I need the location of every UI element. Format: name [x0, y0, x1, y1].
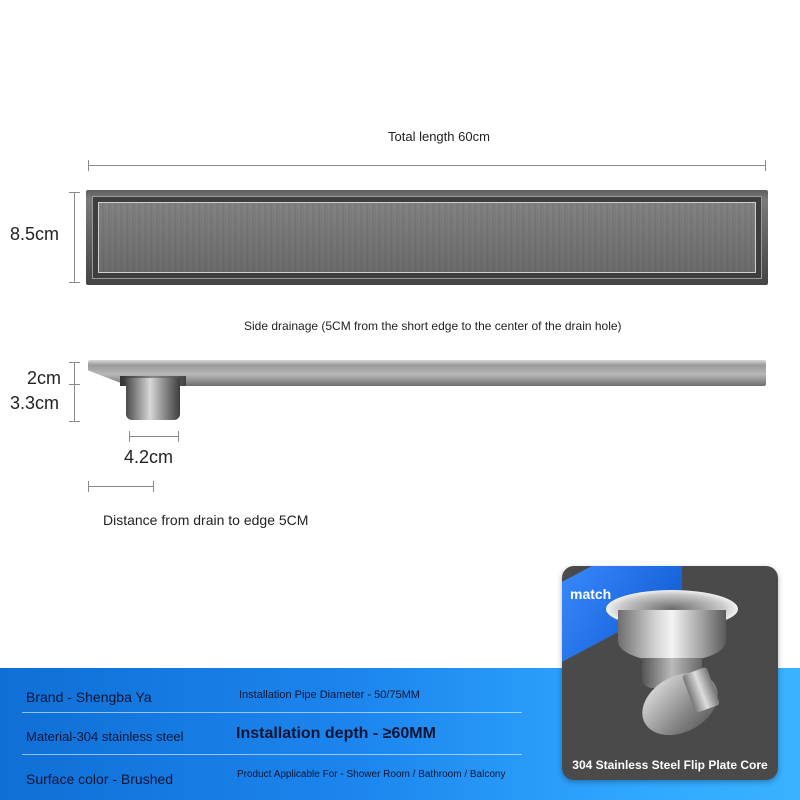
drain-pipe: [126, 378, 180, 420]
pipe-depth-label: 3.3cm: [10, 393, 60, 413]
spec-pipe-diameter: Installation Pipe Diameter - 50/75MM: [239, 689, 420, 701]
core-body: [618, 610, 726, 662]
pipe-diameter-line: [129, 436, 179, 437]
pipe-diameter-tick-right: [178, 431, 179, 442]
height-tick-bottom: [69, 282, 80, 283]
total-length-line: [88, 165, 766, 166]
match-badge: match: [570, 586, 612, 602]
match-card: [562, 566, 778, 780]
edge-distance-tick-right: [153, 481, 154, 492]
spec-applicable: Product Applicable For - Shower Room / Bathroom / Balcony: [237, 769, 506, 780]
spec-brand: Brand - Shengba Ya: [26, 689, 152, 705]
edge-distance-label: Distance from drain to edge 5CM: [103, 512, 309, 528]
drain-side-view: [88, 360, 766, 386]
edge-distance-tick-left: [88, 481, 89, 492]
spec-divider-2: [22, 754, 522, 755]
thickness-label: 2cm: [27, 368, 62, 388]
spec-material: Material-304 stainless steel: [26, 729, 184, 744]
total-length-label: Total length 60cm: [388, 129, 490, 144]
drain-top-view: [86, 190, 768, 285]
thickness-tick-top: [69, 362, 80, 363]
pipe-diameter-tick-left: [129, 431, 130, 442]
drain-brushed-cover: [98, 202, 756, 273]
thickness-tick-mid: [69, 384, 80, 385]
height-line: [74, 192, 75, 282]
match-caption: 304 Stainless Steel Flip Plate Core: [572, 758, 768, 772]
thickness-tick-bottom: [69, 421, 80, 422]
height-label: 8.5cm: [10, 224, 60, 244]
thickness-line: [74, 362, 75, 422]
pipe-diameter-label: 4.2cm: [124, 447, 174, 467]
spec-divider-1: [22, 712, 522, 713]
total-length-tick-left: [88, 160, 89, 171]
side-drainage-label: Side drainage (5CM from the short edge to the center of the drain hole): [244, 319, 622, 333]
spec-install-depth: Installation depth - ≥60MM: [236, 725, 436, 742]
total-length-tick-right: [765, 160, 766, 171]
spec-surface: Surface color - Brushed: [26, 771, 174, 787]
height-tick-top: [69, 192, 80, 193]
edge-distance-line: [88, 486, 154, 487]
